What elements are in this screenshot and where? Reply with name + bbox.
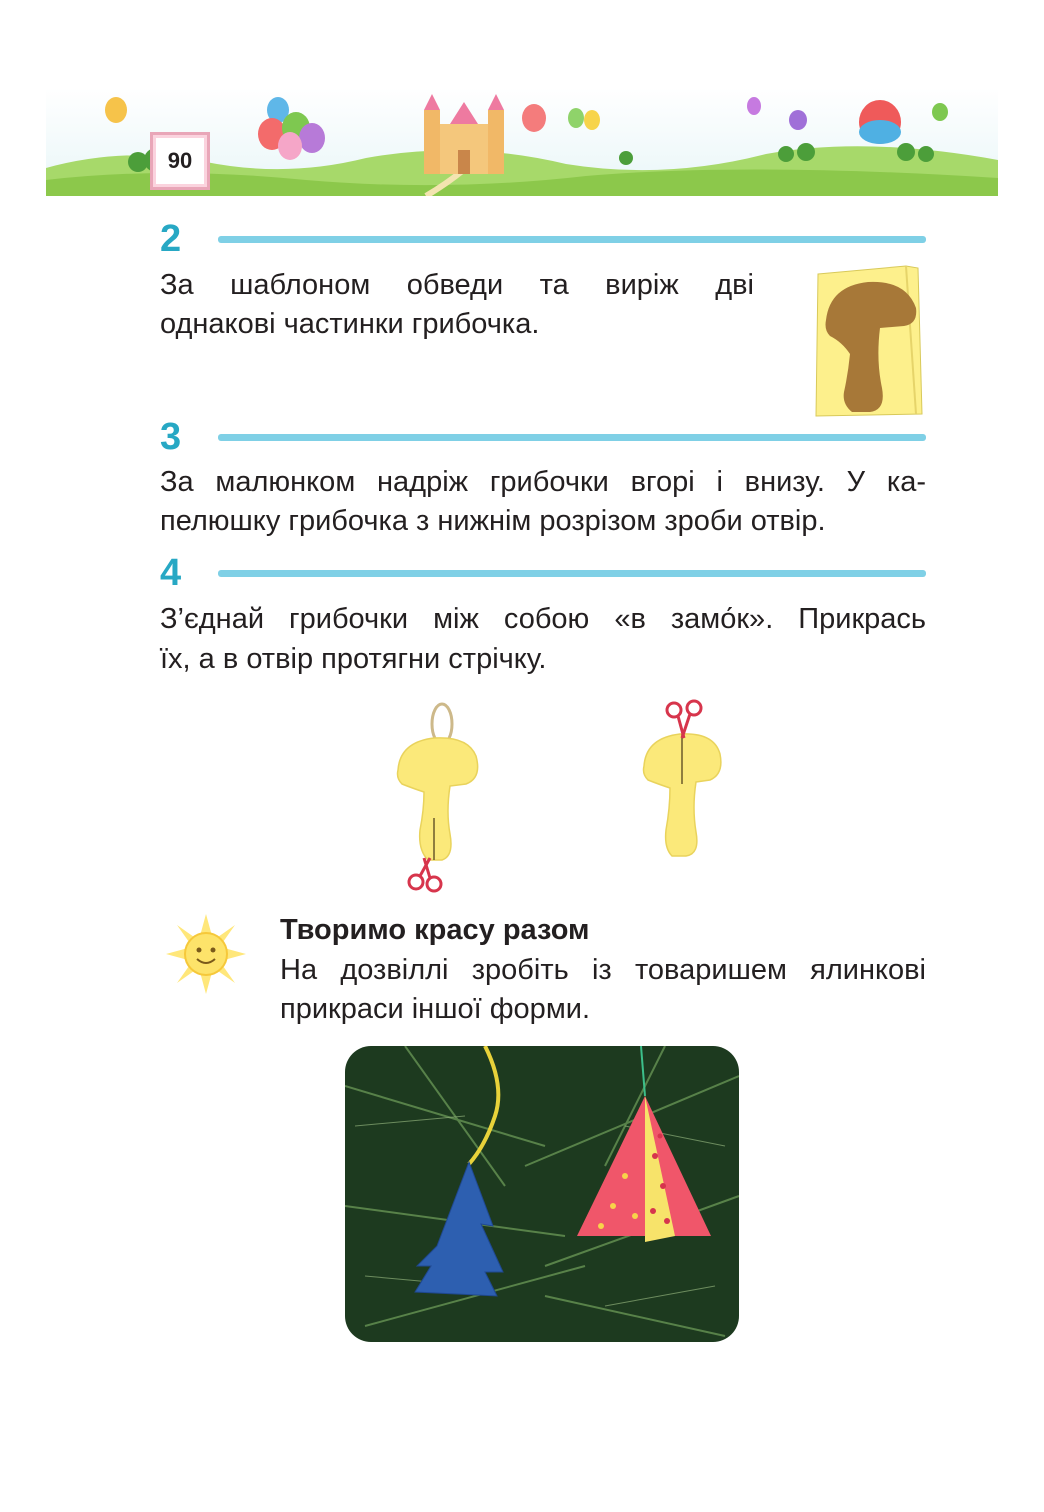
mushroom-bottom-cut-image (390, 700, 490, 896)
together-title: Творимо красу разом (280, 914, 590, 946)
step-number-2: 2 (160, 218, 182, 260)
step-3-text-line2: пелюшку грибочка з нижнім розрізом зроби отвір. (160, 505, 826, 537)
step-4-text-line1: З’єднай грибочки між собою «в замо́к». Прикрась (160, 603, 926, 635)
mushroom-top-cut-image (630, 692, 730, 860)
scissors-icon (409, 858, 441, 891)
step-4-text-line2: їх, а в отвір протягни стрічку. (160, 643, 547, 675)
scissors-icon (667, 701, 701, 738)
step-divider (218, 236, 926, 243)
mushroom-template-image (812, 264, 924, 420)
step-divider (218, 434, 926, 441)
step-divider (218, 570, 926, 577)
page-number: 90 (150, 132, 210, 190)
step-2-text-line2: однакові частинки грибочка. (160, 308, 540, 340)
step-number-3: 3 (160, 416, 182, 458)
sun-icon (164, 912, 248, 996)
together-text-line1: На дозвіллі зробіть із товаришем ялинкові (280, 954, 926, 986)
together-text-line2: прикраси іншої форми. (280, 993, 591, 1025)
step-number-4: 4 (160, 552, 182, 594)
ornaments-photo (345, 1046, 739, 1342)
castle-icon (424, 94, 504, 174)
step-3-text-line1: За малюнком надріж грибочки вгорі і внизу. У ка- (160, 466, 926, 498)
step-2-text-line1: За шаблоном обведи та виріж дві (160, 269, 754, 301)
